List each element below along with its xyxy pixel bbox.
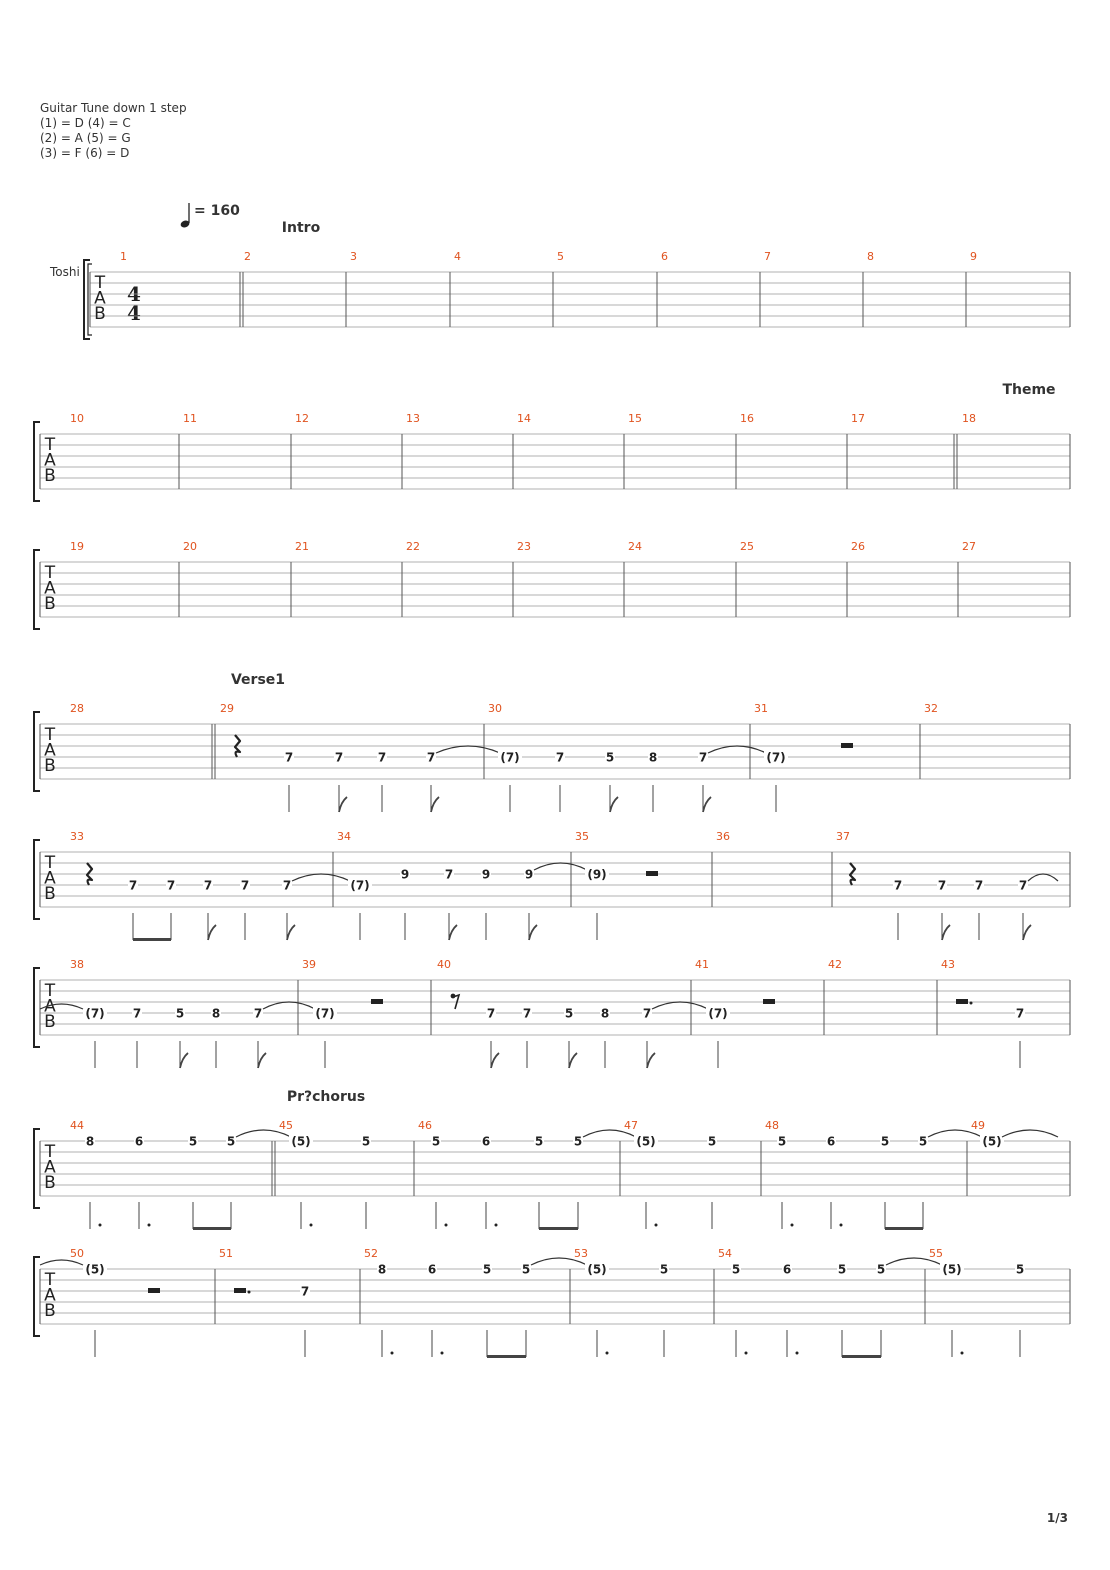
fret-number: 7 xyxy=(284,750,294,765)
measure-number: 33 xyxy=(70,830,84,843)
duration-dot xyxy=(840,1224,843,1227)
measure-number: 18 xyxy=(962,412,976,425)
tuning-title: Guitar Tune down 1 step xyxy=(40,101,187,115)
measure-number: 48 xyxy=(765,1119,779,1132)
system-bracket xyxy=(34,1129,40,1208)
measure-number: 7 xyxy=(764,250,771,263)
tuning-line-1: (1) = D (4) = C xyxy=(40,116,131,130)
system-bracket xyxy=(34,550,40,629)
fret-number: 7 xyxy=(555,750,565,765)
measure-number: 8 xyxy=(867,250,874,263)
eighth-flag xyxy=(569,1053,577,1068)
fret-number: 5 xyxy=(918,1134,928,1149)
duration-dot xyxy=(655,1224,658,1227)
fret-number: (5) xyxy=(85,1262,105,1277)
measure-number: 24 xyxy=(628,540,642,553)
fret-number: 5 xyxy=(431,1134,441,1149)
fret-number: (7) xyxy=(350,878,370,893)
measure-number: 11 xyxy=(183,412,197,425)
measure-number: 25 xyxy=(740,540,754,553)
fret-number: 5 xyxy=(482,1262,492,1277)
tab-clef-letter: A xyxy=(44,1285,56,1306)
measure-number: 6 xyxy=(661,250,668,263)
measure-number: 28 xyxy=(70,702,84,715)
tab-system xyxy=(34,382,1070,501)
eighth-flag xyxy=(942,925,950,940)
half-rest-icon xyxy=(841,743,853,748)
measure-number: 10 xyxy=(70,412,84,425)
measure-number: 2 xyxy=(244,250,251,263)
measure-number: 9 xyxy=(970,250,977,263)
fret-number: 7 xyxy=(240,878,250,893)
duration-dot xyxy=(796,1352,799,1355)
tab-clef-letter: A xyxy=(94,288,106,309)
system-bracket xyxy=(34,422,40,501)
fret-number: 5 xyxy=(1015,1262,1025,1277)
measure-number: 41 xyxy=(695,958,709,971)
fret-number: (7) xyxy=(315,1006,335,1021)
measure-number: 26 xyxy=(851,540,865,553)
measure-number: 15 xyxy=(628,412,642,425)
measure-number: 52 xyxy=(364,1247,378,1260)
fret-number: 5 xyxy=(880,1134,890,1149)
tab-clef-letter: T xyxy=(44,1270,56,1290)
fret-number: (7) xyxy=(500,750,520,765)
fret-number: 5 xyxy=(188,1134,198,1149)
eighth-flag xyxy=(1023,925,1031,940)
fret-number: (5) xyxy=(636,1134,656,1149)
eighth-flag xyxy=(180,1053,188,1068)
fret-number: (7) xyxy=(708,1006,728,1021)
tab-system xyxy=(34,672,1070,812)
fret-number: 5 xyxy=(707,1134,717,1149)
fret-number: 7 xyxy=(1018,878,1028,893)
measure-number: 32 xyxy=(924,702,938,715)
fret-number: 5 xyxy=(564,1006,574,1021)
tab-clef-letter: B xyxy=(44,1301,56,1321)
tab-clef-letter: A xyxy=(44,578,56,599)
fret-number: 7 xyxy=(128,878,138,893)
tab-clef-letter: A xyxy=(44,996,56,1017)
tab-clef-letter: T xyxy=(44,435,56,455)
fret-number: (7) xyxy=(766,750,786,765)
measure-number: 23 xyxy=(517,540,531,553)
fret-number: 7 xyxy=(444,867,454,882)
fret-number: 7 xyxy=(642,1006,652,1021)
tab-system xyxy=(34,830,1070,941)
section-label: Intro xyxy=(281,220,321,236)
fret-number: 7 xyxy=(166,878,176,893)
duration-dot xyxy=(745,1352,748,1355)
fret-number: 5 xyxy=(361,1134,371,1149)
system-bracket xyxy=(34,968,40,1047)
fret-number: 5 xyxy=(534,1134,544,1149)
tie-arc xyxy=(534,863,587,870)
measure-number: 47 xyxy=(624,1119,638,1132)
measure-number: 42 xyxy=(828,958,842,971)
half-rest-icon xyxy=(956,999,968,1004)
fret-number: 7 xyxy=(377,750,387,765)
fret-number: 5 xyxy=(521,1262,531,1277)
tab-system xyxy=(34,1247,1070,1358)
measure-number: 30 xyxy=(488,702,502,715)
tab-system xyxy=(34,1089,1070,1230)
tab-clef-letter: T xyxy=(44,853,56,873)
fret-number: (5) xyxy=(587,1262,607,1277)
tie-arc xyxy=(292,874,350,881)
measure-number: 44 xyxy=(70,1119,84,1132)
measure-number: 34 xyxy=(337,830,351,843)
fret-number: 6 xyxy=(134,1134,144,1149)
measure-number: 54 xyxy=(718,1247,732,1260)
measure-number: 53 xyxy=(574,1247,588,1260)
measure-number: 50 xyxy=(70,1247,84,1260)
fret-number: 5 xyxy=(777,1134,787,1149)
tie-arc-in xyxy=(40,1260,83,1265)
measure-number: 40 xyxy=(437,958,451,971)
beam xyxy=(885,1227,923,1230)
fret-number: 6 xyxy=(782,1262,792,1277)
measure-number: 51 xyxy=(219,1247,233,1260)
tuning-line-3: (3) = F (6) = D xyxy=(40,146,130,160)
measure-number: 55 xyxy=(929,1247,943,1260)
eighth-flag xyxy=(529,925,537,940)
system-bracket xyxy=(34,840,40,919)
duration-dot xyxy=(391,1352,394,1355)
tab-clef-letter: T xyxy=(44,725,56,745)
fret-number: 9 xyxy=(524,867,534,882)
duration-dot xyxy=(441,1352,444,1355)
measure-number: 13 xyxy=(406,412,420,425)
duration-dot xyxy=(495,1224,498,1227)
half-rest-icon xyxy=(234,1288,246,1293)
fret-number: 7 xyxy=(426,750,436,765)
tie-arc xyxy=(652,1002,708,1009)
half-rest-icon xyxy=(148,1288,160,1293)
time-signature xyxy=(127,282,141,325)
tab-clef-letter: B xyxy=(44,1012,56,1032)
eighth-flag xyxy=(287,925,295,940)
page-number: 1/3 xyxy=(1046,1511,1068,1525)
tab-clef-letter: B xyxy=(94,304,106,324)
fret-number: 5 xyxy=(659,1262,669,1277)
time-signature-denominator: 4 xyxy=(127,301,141,325)
beam xyxy=(487,1355,526,1358)
fret-number: 8 xyxy=(211,1006,221,1021)
half-rest-icon xyxy=(763,999,775,1004)
eighth-flag xyxy=(431,797,439,812)
tie-arc xyxy=(436,746,500,753)
fret-number: 8 xyxy=(600,1006,610,1021)
tempo-value: = 160 xyxy=(194,203,240,219)
tuning-line-2: (2) = A (5) = G xyxy=(40,131,131,145)
fret-number: 7 xyxy=(1015,1006,1025,1021)
measure-number: 49 xyxy=(971,1119,985,1132)
fret-number: 7 xyxy=(522,1006,532,1021)
fret-number: 7 xyxy=(132,1006,142,1021)
measure-number: 45 xyxy=(279,1119,293,1132)
half-rest-icon xyxy=(371,999,383,1004)
measure-number: 4 xyxy=(454,250,461,263)
tie-arc xyxy=(708,746,766,753)
measure-number: 27 xyxy=(962,540,976,553)
measure-number: 5 xyxy=(557,250,564,263)
fret-number: 8 xyxy=(377,1262,387,1277)
fret-number: 7 xyxy=(937,878,947,893)
tab-clef-letter: B xyxy=(44,1173,56,1193)
measure-number: 3 xyxy=(350,250,357,263)
rest-dot xyxy=(248,1291,251,1294)
measure-number: 29 xyxy=(220,702,234,715)
tab-clef-letter: B xyxy=(44,466,56,486)
system-bracket xyxy=(34,1257,40,1336)
eighth-flag xyxy=(339,797,347,812)
tab-clef-letter: A xyxy=(44,868,56,889)
tab-clef-letter: B xyxy=(44,594,56,614)
eighth-flag xyxy=(258,1053,266,1068)
measure-number: 37 xyxy=(836,830,850,843)
fret-number: (7) xyxy=(85,1006,105,1021)
system-bracket xyxy=(34,712,40,791)
measure-number: 16 xyxy=(740,412,754,425)
tab-clef-letter: T xyxy=(94,273,106,293)
tab-clef-letter: T xyxy=(44,563,56,583)
fret-number: 7 xyxy=(974,878,984,893)
fret-number: 5 xyxy=(605,750,615,765)
fret-number: 7 xyxy=(282,878,292,893)
fret-number: 7 xyxy=(334,750,344,765)
fret-number: (9) xyxy=(587,867,607,882)
fret-number: (5) xyxy=(982,1134,1002,1149)
fret-number: 8 xyxy=(648,750,658,765)
tie-arc xyxy=(1028,874,1058,881)
measure-number: 20 xyxy=(183,540,197,553)
eighth-flag xyxy=(449,925,457,940)
beam xyxy=(193,1227,231,1230)
measure-number: 36 xyxy=(716,830,730,843)
tab-clef-letter: A xyxy=(44,450,56,471)
measure-number: 14 xyxy=(517,412,531,425)
fret-number: 6 xyxy=(481,1134,491,1149)
measure-number: 31 xyxy=(754,702,768,715)
beam xyxy=(133,938,171,941)
measure-number: 38 xyxy=(70,958,84,971)
fret-number: 9 xyxy=(400,867,410,882)
measure-number: 21 xyxy=(295,540,309,553)
tab-clef-letter: B xyxy=(44,884,56,904)
eighth-flag xyxy=(208,925,216,940)
tab-clef-letter: T xyxy=(44,1142,56,1162)
tempo-marking xyxy=(180,203,240,229)
tab-clef-letter: A xyxy=(44,740,56,761)
time-signature-numerator: 4 xyxy=(127,282,141,306)
fret-number: 5 xyxy=(226,1134,236,1149)
fret-number: 7 xyxy=(486,1006,496,1021)
measure-number: 43 xyxy=(941,958,955,971)
beam xyxy=(842,1355,881,1358)
track-name: Toshi xyxy=(50,265,80,279)
eighth-flag xyxy=(703,797,711,812)
section-label: Pr?chorus xyxy=(286,1089,366,1105)
tab-system xyxy=(34,958,1070,1068)
tie-arc xyxy=(263,1002,315,1009)
fret-number: 7 xyxy=(698,750,708,765)
eighth-flag xyxy=(610,797,618,812)
rest-dot xyxy=(970,1002,973,1005)
section-label: Verse1 xyxy=(230,672,286,688)
measure-number: 19 xyxy=(70,540,84,553)
duration-dot xyxy=(606,1352,609,1355)
duration-dot xyxy=(791,1224,794,1227)
measure-number: 35 xyxy=(575,830,589,843)
tab-clef-letter: B xyxy=(44,756,56,776)
section-label: Theme xyxy=(1002,382,1056,398)
system-bracket xyxy=(84,260,90,339)
fret-number: 5 xyxy=(175,1006,185,1021)
fret-number: 6 xyxy=(427,1262,437,1277)
fret-number: 5 xyxy=(731,1262,741,1277)
measure-number: 46 xyxy=(418,1119,432,1132)
tab-system xyxy=(34,540,1070,629)
fret-number: 5 xyxy=(573,1134,583,1149)
fret-number: 5 xyxy=(876,1262,886,1277)
tab-clef-letter: T xyxy=(44,981,56,1001)
fret-number: 8 xyxy=(85,1134,95,1149)
measure-number: 39 xyxy=(302,958,316,971)
measure-number: 22 xyxy=(406,540,420,553)
eighth-flag xyxy=(491,1053,499,1068)
fret-number: 7 xyxy=(253,1006,263,1021)
fret-number: 6 xyxy=(826,1134,836,1149)
duration-dot xyxy=(310,1224,313,1227)
fret-number: 9 xyxy=(481,867,491,882)
measure-number: 1 xyxy=(120,250,127,263)
fret-number: 7 xyxy=(203,878,213,893)
eighth-flag xyxy=(647,1053,655,1068)
duration-dot xyxy=(148,1224,151,1227)
duration-dot xyxy=(961,1352,964,1355)
beam xyxy=(539,1227,578,1230)
fret-number: (5) xyxy=(291,1134,311,1149)
duration-dot xyxy=(445,1224,448,1227)
measure-number: 12 xyxy=(295,412,309,425)
measure-number: 17 xyxy=(851,412,865,425)
tab-clef-letter: A xyxy=(44,1157,56,1178)
fret-number: 5 xyxy=(837,1262,847,1277)
tab-system xyxy=(84,220,1070,339)
duration-dot xyxy=(99,1224,102,1227)
half-rest-icon xyxy=(646,871,658,876)
fret-number: 7 xyxy=(893,878,903,893)
fret-number: 7 xyxy=(300,1284,310,1299)
tie-arc xyxy=(1002,1130,1058,1137)
fret-number: (5) xyxy=(942,1262,962,1277)
